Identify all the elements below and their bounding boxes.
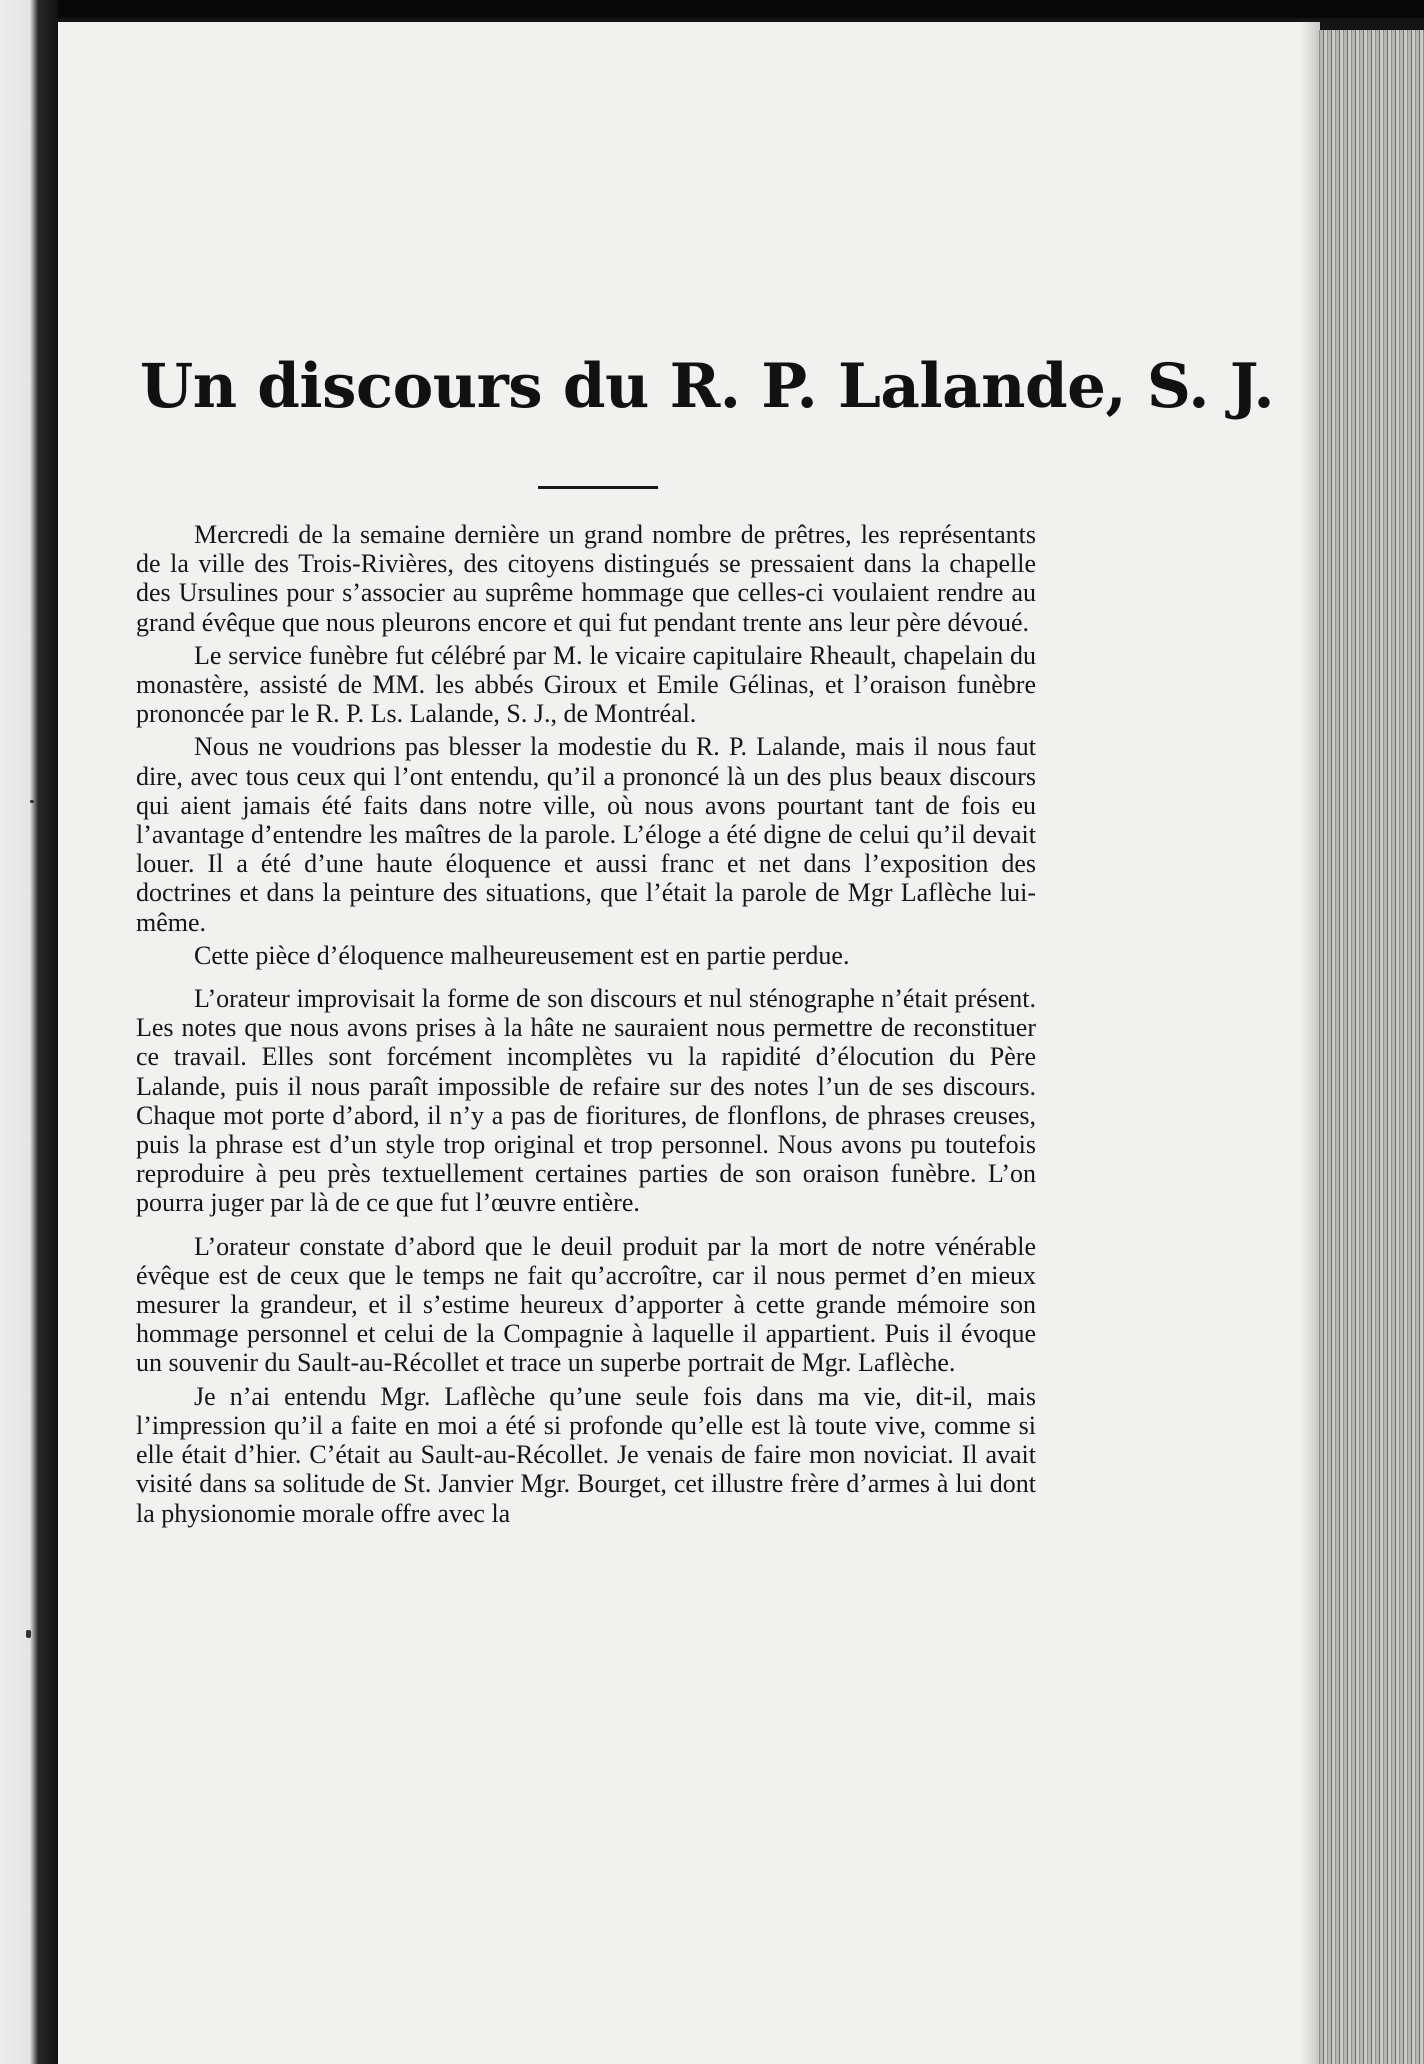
paragraph-6: L’orateur constate d’abord que le deuil produit par la mort de notre vénérable évêque est de ceux que le temps ne fait qu’accroître, car il nous permet d’en mieux mesurer la grandeur, et il s’estime heureux d’apporter à cette grande mémoire son hommage personnel et celui de la Compagnie à laquelle il appartient. Puis il évoque un souvenir du Sault-au-Récollet et trace un superbe portrait de Mgr. Laflèche. [136, 1231, 1036, 1378]
book-page-edges [1316, 30, 1424, 2064]
title-divider-rule [538, 486, 658, 489]
scan-speck [26, 1630, 31, 1638]
paragraph-2: Le service funèbre fut célébré par M. le vicaire capitulaire Rheault, chapelain du monastère, assisté de MM. les abbés Giroux et Emile Gélinas, et l’oraison funèbre prononcée par le R. P. Ls. Lalande, S. J., de Montréal. [136, 640, 1036, 729]
paragraph-4: Cette pièce d’éloquence malheureusement est en partie perdue. [194, 940, 850, 970]
article-title: Un discours du R. P. Lalande, S. J. [140, 351, 1275, 422]
scan-top-border [0, 0, 1424, 18]
paragraph-3: Nous ne voudrions pas blesser la modestie du R. P. Lalande, mais il nous faut dire, avec tous ceux qui l’ont entendu, qu’il a prononcé là un des plus beaux discours qui aient jamais été faits dans notre ville, où nous avons pourtant tant de fois eu l’avantage d’entendre les maîtres de la parole. L’éloge a été digne de celui qu’il devait louer. Il a été d’une haute éloquence et aussi franc et net dans l’exposition des doctrines et dans la peinture des situations, que l’était la parole de Mgr Laflèche lui-même. [136, 732, 1036, 937]
paragraph-5: L’orateur improvisait la forme de son discours et nul sténographe n’était présent. Les notes que nous avons prises à la hâte ne sauraient nous permettre de reconstituer ce travail. Elles sont forcément incomplètes vu la rapidité d’élocution du Père Lalande, puis il nous paraît impossible de refaire sur des notes l’un de ses discours. Chaque mot porte d’abord, il n’y a pas de fioritures, de flonflons, de phrases creuses, puis la phrase est d’un style trop original et trop personnel. Nous avons pu toutefois reproduire à peu près textuellement certaines parties de son oraison funèbre. L’on pourra juger par là de ce que fut l’œuvre entière. [136, 984, 1036, 1218]
paragraph-1: Mercredi de la semaine dernière un grand nombre de prêtres, les représentants de la ville des Trois-Rivières, des citoyens distingués se pressaient dans la chapelle des Ursulines pour s’associer au suprême hommage que celles-ci voulaient rendre au grand évêque que nous pleurons encore et qui fut pendant trente ans leur père dévoué. [136, 520, 1036, 637]
scan-left-margin [0, 0, 58, 2064]
article-body [136, 520, 1036, 1528]
paragraph-7: Je n’ai entendu Mgr. Laflèche qu’une seule fois dans ma vie, dit-il, mais l’impression qu’il a faite en moi a été si profonde qu’elle est là toute vive, comme si elle était d’hier. C’était au Sault-au-Récollet. Je venais de faire mon noviciat. Il avait visité dans sa solitude de St. Janvier Mgr. Bourget, cet illustre frère d’armes à lui dont la physionomie morale offre avec la [136, 1381, 1036, 1528]
scan-speck [30, 800, 34, 803]
